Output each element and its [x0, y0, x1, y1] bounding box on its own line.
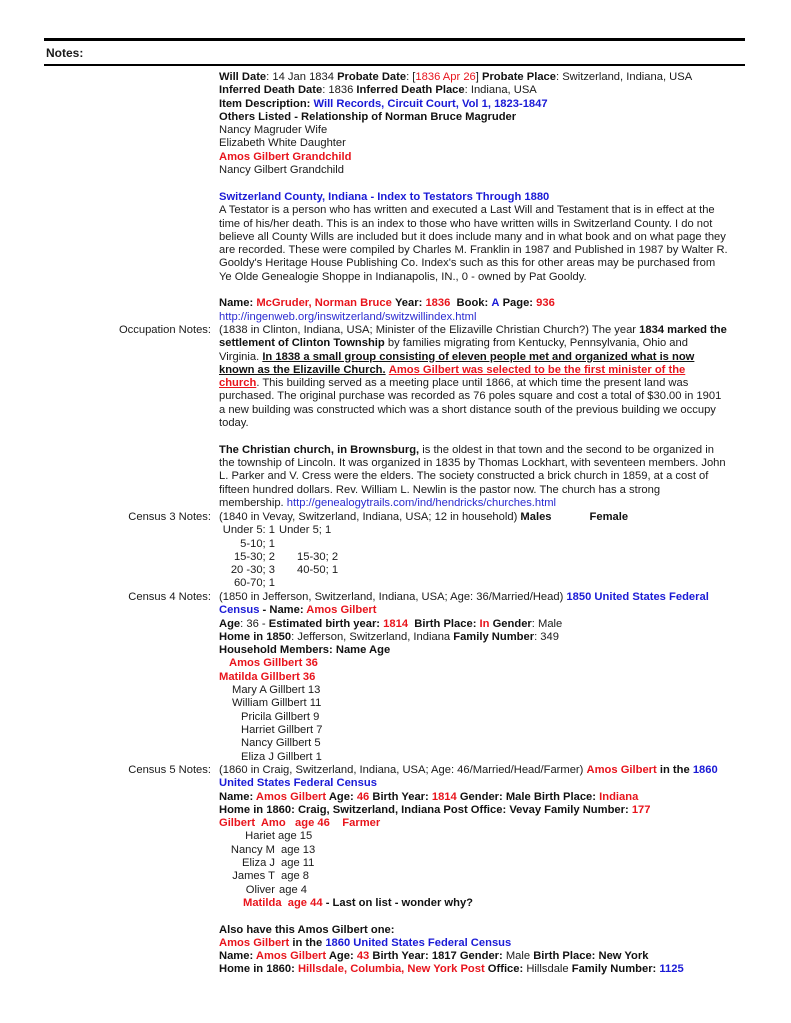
child-age: age 8: [281, 870, 309, 883]
male-count: Under 5: 1: [222, 524, 275, 537]
in-the-text: in the: [289, 936, 326, 949]
occupation-notes: [219, 324, 741, 510]
occupation-text: Virginia.: [219, 350, 263, 363]
occupation-bold: settlement of Clinton Township: [219, 337, 385, 350]
birth-place-value: Indiana: [599, 790, 639, 803]
index-text-line: A Testator is a person who has written and executed a Last Will and Testament that is in effect at the: [219, 204, 715, 217]
item-description: Will Records, Circuit Court, Vol 1, 1823-1847: [313, 97, 548, 110]
index-entry-line: [219, 297, 741, 310]
census-4-intro: (1850 in Jefferson, Switzerland, Indiana, USA; Age: 36/Married/Head): [219, 591, 567, 603]
year-label: Year:: [394, 297, 423, 310]
census-5-title: United States Federal Census: [219, 777, 377, 790]
household-member: Eliza J Gillbert 1: [241, 750, 322, 763]
census-4-title: Census: [219, 604, 260, 617]
family-number-value: : 349: [534, 630, 559, 643]
family-number-value: 1125: [659, 963, 684, 976]
index-text-line: Ye Olde Genealogie Shoppe in Indianapolis, IN., 0 - owned by Pat Gooldy.: [219, 270, 587, 283]
census-3-intro: (1840 in Vevay, Switzerland, Indiana, USA; 12 in household): [219, 511, 521, 523]
name-label: Name:: [219, 950, 256, 963]
in-the-text: in the: [656, 764, 693, 776]
age-label: Age:: [326, 950, 357, 963]
heading-rule: [44, 64, 745, 66]
household-heading: Household Members: Name Age: [219, 644, 391, 657]
child-name: Oliver: [245, 883, 275, 896]
index-text-line: are recorded. These were compiled by Charles M. Franklin in 1987 and Published in 1987 by Walter R.: [219, 244, 728, 257]
will-date: 14 Jan 1834: [272, 71, 334, 83]
gender-label: Gender: [492, 617, 532, 630]
other-person: Nancy Gilbert Grandchild: [219, 164, 344, 177]
child-age: age 13: [281, 843, 316, 856]
probate-date: 1836 Apr 26: [415, 71, 476, 83]
index-section: [219, 191, 741, 324]
age-value: 46: [356, 790, 370, 803]
index-text-line: time of his/her death. This is an index to those who have written wills in Switzerland County. I do not: [219, 217, 713, 230]
male-count: 60-70; 1: [233, 577, 275, 590]
male-count: 15-30; 2: [233, 550, 275, 563]
name-label: - Name:: [259, 604, 307, 617]
census-3-notes-label: Census 3 Notes:: [128, 511, 211, 523]
home-line: Home in 1860: Craig, Switzerland, Indiana Post Office: Vevay Family Number:: [219, 803, 632, 816]
household-member: William Gillbert 11: [232, 697, 322, 710]
occupation-underlined: known as the Elizaville Church.: [219, 363, 386, 376]
census-5-name: Amos Gilbert: [255, 790, 327, 803]
child-name: Nancy M: [230, 843, 275, 856]
birth-year-value: 1814: [431, 790, 457, 803]
also-census-title: 1860 United States Federal Census: [325, 936, 512, 949]
child-age: age 11: [281, 857, 315, 870]
child-name: James T: [232, 870, 275, 883]
occupation-text: by families migrating from Kentucky, Pennsylvania, Ohio and: [384, 337, 688, 350]
occupation-text: (1838 in Clinton, Indiana, USA; Minister of the Elizaville Christian Church?) The year: [219, 324, 640, 336]
book-value: A: [491, 297, 500, 310]
index-title: Switzerland County, Indiana - Index to Testators Through 1880: [219, 191, 550, 203]
inferred-death-date-label: Inferred Death Date: [219, 84, 323, 97]
head-of-household: Gilbert Amo age 46 Farmer: [219, 817, 381, 830]
will-date-label: Will Date: [219, 71, 267, 83]
inferred-death-place-label: Inferred Death Place: [356, 84, 465, 97]
home-value: : Jefferson, Switzerland, Indiana: [291, 630, 454, 643]
item-description-line: [219, 98, 741, 111]
household-member: Pricila Gillbert 9: [241, 710, 320, 723]
church-text: membership.: [219, 496, 287, 509]
child-age: age 4: [279, 883, 307, 896]
gender-birthplace-label: Gender: Male Birth Place:: [456, 790, 600, 803]
census-4-title: 1850 United States Federal: [566, 591, 709, 603]
other-person-highlighted: Amos Gilbert Grandchild: [219, 150, 352, 163]
child-age: age 15: [278, 830, 313, 843]
census-4-name: Amos Gilbert: [306, 604, 377, 617]
page-label: Page:: [502, 297, 534, 310]
household-member-highlighted: Matilda Gillbert 36: [219, 670, 316, 683]
index-text-line: Gooldy's Heritage House Publishing Co. Index's such as this for other areas may be purchased from: [219, 257, 716, 270]
others-listed-heading: Others Listed - Relationship of Norman Bruce Magruder: [219, 110, 517, 123]
testator-name: McGruder, Norman Bruce: [256, 297, 392, 310]
census-4-notes-label: Census 4 Notes:: [128, 591, 211, 603]
church-text: is the oldest in that town and the second to be organized in: [419, 443, 714, 456]
birth-year-label: Estimated birth year:: [268, 617, 381, 630]
page-value: 936: [536, 297, 555, 310]
census-3-notes: [219, 511, 741, 591]
occupation-highlight: church: [219, 377, 257, 390]
household-member: Mary A Gillbert 13: [232, 684, 321, 697]
birth-year-value: 1814: [383, 617, 409, 630]
occupation-text: a new building was constructed which was a short distance south of the previous building we occupy: [219, 403, 716, 416]
female-count: 15-30; 2: [297, 550, 339, 563]
household-member: Nancy Gillbert 5: [241, 737, 321, 750]
probate-place-label: Probate Place: [481, 71, 556, 83]
matilda-entry: Matilda age 44: [243, 896, 323, 909]
probate-date-label: Probate Date: [337, 71, 407, 83]
inferred-death-line: Inferred Death Date: 1836 Inferred Death Place: Indiana, USA: [219, 84, 537, 97]
gender-value: Male: [505, 950, 531, 963]
age-value: 43: [356, 950, 370, 963]
male-count: 5-10; 1: [240, 537, 275, 550]
church-url-link[interactable]: http://genealogytrails.com/ind/hendricks/churches.html: [286, 496, 557, 509]
matilda-note: - Last on list - wonder why?: [322, 896, 474, 909]
other-person: Elizabeth White Daughter: [219, 137, 346, 150]
also-name: Amos Gilbert: [219, 936, 290, 949]
birth-place-value: In: [479, 617, 490, 630]
probate-place: Switzerland, Indiana, USA: [562, 71, 693, 83]
home-label: Home in 1850: [219, 630, 292, 643]
household-member-highlighted: Amos Gillbert 36: [229, 657, 318, 670]
occupation-text: . This building served as a meeting place until 1866, at which time the present land was: [256, 377, 689, 390]
inferred-death-date: 1836: [328, 84, 354, 97]
item-description-label: Item Description:: [219, 97, 311, 110]
also-heading: Also have this Amos Gilbert one:: [219, 923, 395, 936]
child-name: Eliza J: [242, 857, 275, 870]
church-text: L. Parker and V. Cress were the elders. The society constructed a brick church in 1859, at a cost of: [219, 470, 709, 483]
age-value: : 36 -: [240, 617, 269, 630]
household-member: Harriet Gillbert 7: [241, 723, 323, 736]
name-label: Name:: [219, 790, 256, 803]
birth-place: Birth Place: New York: [530, 950, 649, 963]
other-person: Nancy Magruder Wife: [219, 124, 328, 137]
occupation-bold: 1834 marked the: [639, 324, 727, 336]
home-value: Hillsdale, Columbia, New York Post: [297, 963, 485, 976]
males-header: Males: [520, 511, 552, 523]
year-value: 1836: [425, 297, 451, 310]
gender-value: : Male: [531, 617, 563, 630]
female-count: 40-50; 1: [297, 564, 339, 577]
female-count: Under 5; 1: [279, 524, 332, 537]
will-date-line: Will Date: 14 Jan 1834 Probate Date: [1836 Apr 26] Probate Place: Switzerland, Indiana, USA: [219, 71, 693, 83]
family-number-value: 177: [631, 803, 651, 816]
child-name: Hariet: [245, 830, 275, 843]
occupation-text: today.: [219, 417, 249, 430]
family-number-label: Family Number:: [568, 963, 660, 976]
inferred-death-place: Indiana, USA: [470, 84, 537, 97]
occupation-text: purchased. The original purchase was recorded as 76 poles square and cost a total of $30.00 in 1901: [219, 390, 722, 403]
male-count: 20 -30; 3: [230, 564, 275, 577]
census-5-title: 1860: [692, 764, 718, 776]
occupation-underlined: In 1838 a small group consisting of eleven people met and organized what is now: [262, 350, 695, 363]
birth-year-gender-label: Birth Year: 1817 Gender:: [369, 950, 506, 963]
index-text-line: believe all County Wills are included but it does include many and in what book and on what page they: [219, 230, 726, 243]
birth-year-label: Birth Year:: [369, 790, 432, 803]
church-heading: The Christian church, in Brownsburg,: [219, 443, 420, 456]
age-label: Age:: [326, 790, 357, 803]
occupation-highlight: Amos Gilbert was selected to be the first minister of the: [388, 363, 686, 376]
census-4-notes: [219, 591, 741, 764]
family-number-label: Family Number: [453, 630, 535, 643]
age-label: Age: [219, 617, 241, 630]
church-text: fifteen hundred dollars. Rev. William L. Newlin is the pastor now. The church has a strong: [219, 483, 661, 496]
notes-heading: Notes:: [46, 46, 84, 60]
church-text: the township of Lincoln. It was organized in 1835 by Thomas Lockhart, with seventeen members. John: [219, 456, 726, 469]
also-name: Amos Gilbert: [255, 950, 327, 963]
census-5-notes-label: Census 5 Notes:: [128, 764, 211, 776]
birth-place-label: Birth Place:: [414, 617, 477, 630]
census-5-intro: (1860 in Craig, Switzerland, Indiana, USA; Age: 46/Married/Head/Farmer): [219, 764, 587, 776]
census-5-notes: [219, 764, 741, 977]
name-label: Name:: [219, 297, 254, 310]
census-5-name: Amos Gilbert: [586, 764, 657, 776]
will-section: [219, 71, 741, 177]
book-label: Book:: [456, 297, 489, 310]
office-label: Office:: [484, 963, 527, 976]
female-header: Female: [589, 511, 629, 523]
home-label: Home in 1860:: [219, 963, 298, 976]
index-url-link[interactable]: http://ingenweb.org/inswitzerland/switzwillindex.html: [219, 310, 477, 323]
occupation-notes-label: Occupation Notes:: [118, 324, 211, 336]
office-value: Hillsdale: [526, 963, 569, 976]
top-rule: [44, 38, 745, 41]
